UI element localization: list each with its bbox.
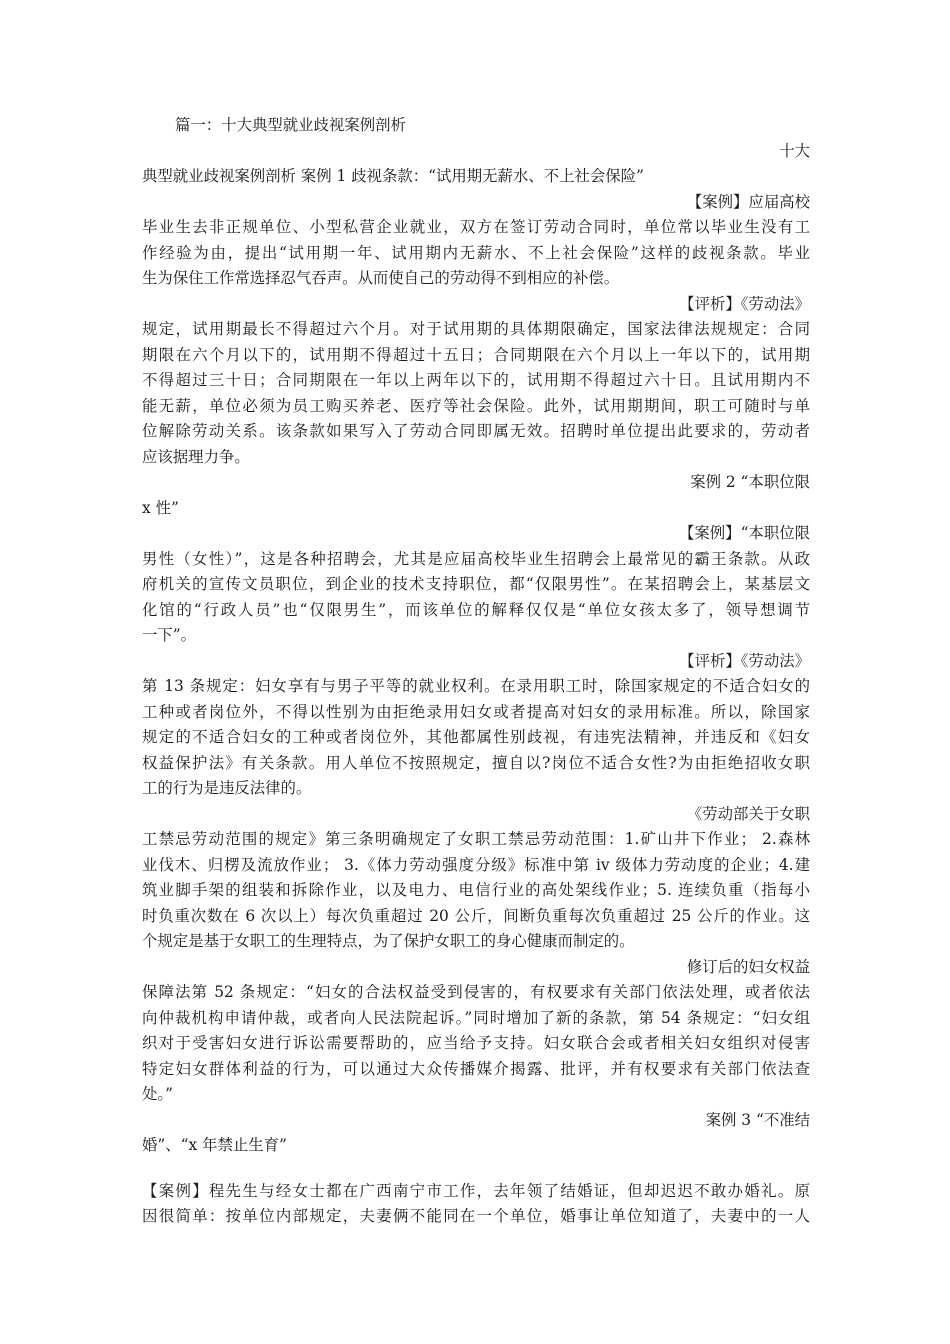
document-page: [142, 113, 810, 1230]
text-line: 案例 3 “不准结: [705, 1110, 810, 1129]
text-line: 化馆的“行政人员”也“仅限男生”，而该单位的解释仅仅是“单位女孩太多了，领导想调节: [142, 600, 810, 619]
text-line: 时负重次数在 6 次以上）每次负重超过 20 公斤，间断负重每次负重超过 25 公斤的作业。这: [142, 906, 810, 925]
text-line: 婚”、“x 年禁止生育”: [142, 1136, 287, 1154]
document-title: 篇一：十大典型就业歧视案例剖析: [175, 116, 406, 134]
text-line: 筑业脚手架的组装和拆除作业，以及电力、电信行业的高处架线作业；5. 连续负重（指每小: [142, 881, 810, 899]
text-line: 期限在六个月以下的，试用期不得超过十五日；合同期限在六个月以上一年以下的，试用期: [142, 345, 810, 364]
text-line: 位解除劳动关系。该条款如果写入了劳动合同即属无效。招聘时单位提出此要求的，劳动者: [142, 422, 810, 440]
text-line: 工禁忌劳动范围的规定》第三条明确规定了女职工禁忌劳动范围：1.矿山井下作业； 2.森林: [142, 830, 810, 848]
text-line: 典型就业歧视案例剖析 案例 1 歧视条款：“试用期无薪水、不上社会保险”: [142, 167, 644, 185]
paragraph-gap: [142, 1159, 810, 1179]
text-line: 作经验为由，提出“试用期一年、试用期内无薪水、不上社会保险”这样的歧视条款。毕业: [142, 243, 810, 262]
text-line: 应该据理力争。: [142, 447, 250, 466]
text-line: 案例 2 “本职位限: [690, 473, 810, 491]
text-line: 规定的不适合妇女的工种或者岗位外，其他都属性别歧视，有违宪法精神，并违反和《妇女: [142, 728, 810, 746]
text-line: 十大: [779, 141, 810, 160]
text-line: 【评析】《劳动法》: [679, 651, 810, 670]
text-line: 【评析】《劳动法》: [679, 294, 810, 313]
text-line: 不得超过三十日；合同期限在一年以上两年以下的，试用期不得超过六十日。且试用期内不: [142, 371, 810, 389]
text-line: 《劳动部关于女职: [686, 804, 810, 823]
text-line: x 性”: [142, 498, 179, 517]
text-line: 府机关的宣传文员职位，到企业的技术支持职位，都“仅限男性”。在某招聘会上，某基层文: [142, 575, 810, 593]
text-line: 工的行为是违反法律的。: [142, 779, 312, 797]
text-line: 业伐木、归楞及流放作业； 3.《体力劳动强度分级》标准中第 iv 级体力劳动度的企业；4.建: [142, 855, 810, 874]
text-line: 男性（女性）”，这是各种招聘会，尤其是应届高校毕业生招聘会上最常见的霸王条款。从政: [142, 549, 810, 568]
text-line: 毕业生去非正规单位、小型私营企业就业，双方在签订劳动合同时，单位常以毕业生没有工: [142, 218, 810, 236]
text-line: 一下”。: [142, 626, 197, 644]
text-line: 处。”: [142, 1085, 173, 1103]
text-line: 特定妇女群体利益的行为，可以通过大众传播媒介揭露、批评，并有权要求有关部门依法查: [142, 1059, 810, 1078]
text-line: 工种或者岗位外，不得以性别为由拒绝录用妇女或者提高对妇女的录用标准。所以，除国家: [142, 702, 810, 721]
text-line: 能无薪，单位必须为员工购买养老、医疗等社会保险。此外，试用期期间，职工可随时与单: [142, 396, 810, 415]
text-line: 权益保护法》有关条款。用人单位不按照规定，擅自以?岗位不适合女性?为由拒绝招收女职: [142, 753, 810, 772]
text-line: 向仲裁机构申请仲裁，或者向人民法院起诉。”同时增加了新的条款，第 54 条规定：“妇女组: [142, 1008, 810, 1027]
text-line: 因很简单：按单位内部规定，夫妻俩不能同在一个单位，婚事让单位知道了，夫妻中的一人: [142, 1207, 810, 1225]
text-line: 保障法第 52 条规定：“妇女的合法权益受到侵害的，有权要求有关部门依法处理，或者依法: [142, 983, 810, 1001]
text-line: 【案例】“本职位限: [679, 524, 810, 542]
document-body: [142, 139, 810, 1230]
text-line: 规定，试用期最长不得超过六个月。对于试用期的具体期限确定，国家法律法规规定：合同: [142, 320, 810, 338]
text-line: 【案例】程先生与经女士都在广西南宁市工作，去年领了结婚证，但却迟迟不敢办婚礼。原: [142, 1181, 810, 1200]
text-line: 第 13 条规定：妇女享有与男子平等的就业权利。在录用职工时，除国家规定的不适合妇女的: [142, 677, 810, 695]
text-line: 【案例】应届高校: [686, 192, 810, 211]
text-line: 织对于受害妇女进行诉讼需要帮助的，应当给予支持。妇女联合会或者相关妇女组织对侵害: [142, 1034, 810, 1052]
text-line: 生为保住工作常选择忍气吞声。从而使自己的劳动得不到相应的补偿。: [142, 269, 620, 287]
text-line: 修订后的妇女权益: [686, 957, 810, 976]
text-line: 个规定是基于女职工的生理特点，为了保护女职工的身心健康而制定的。: [142, 932, 635, 950]
